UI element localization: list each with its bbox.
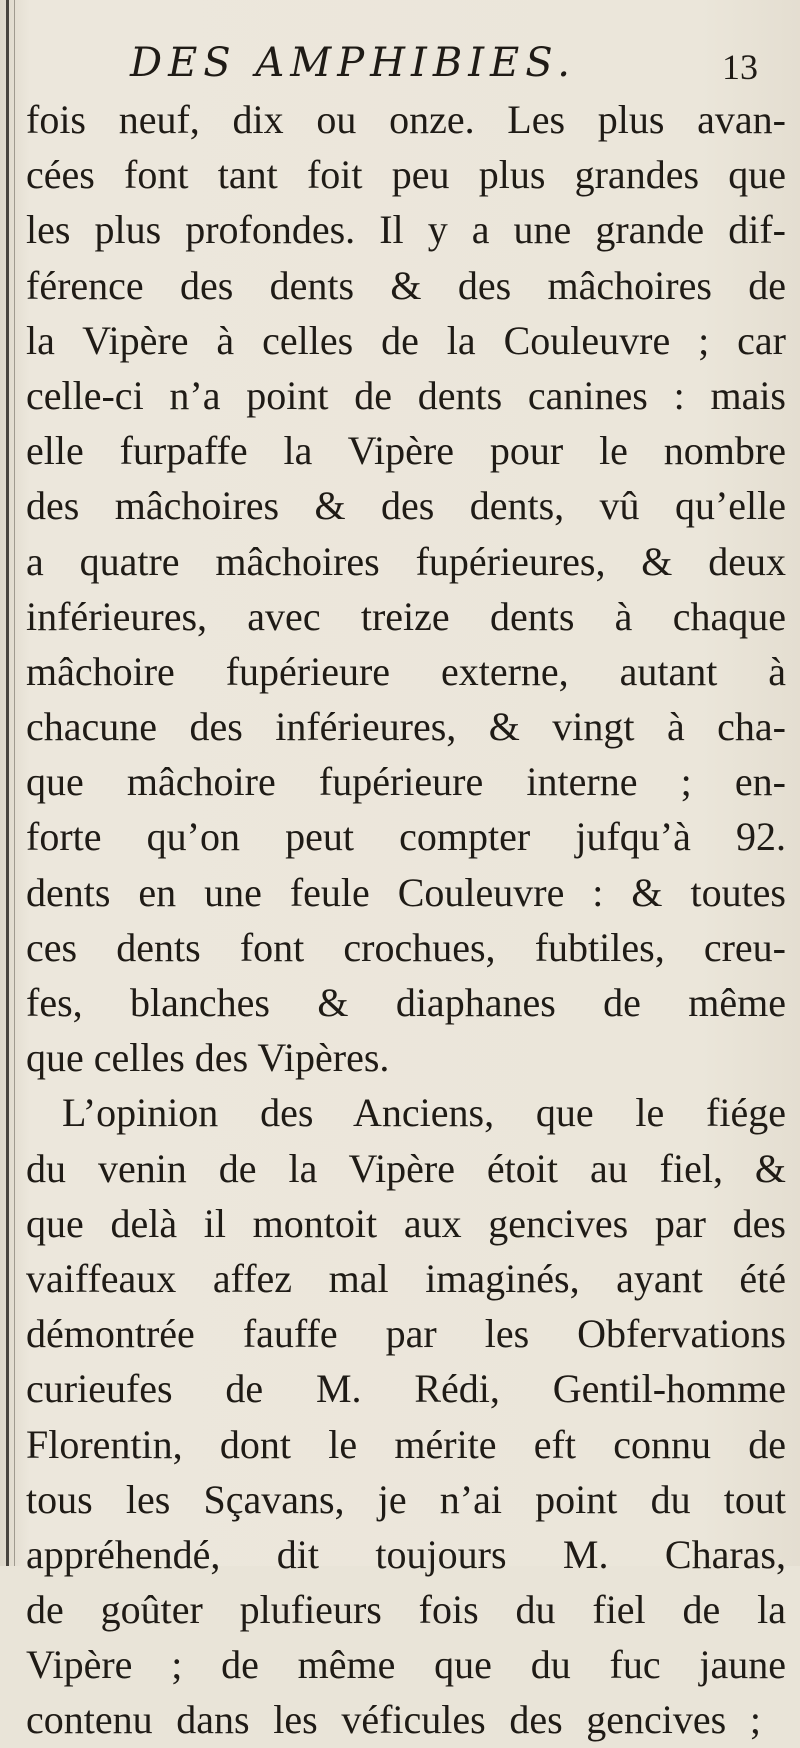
text-line: ces dents font crochues, fubtiles, creu- (26, 924, 786, 970)
text-line: L’opinion des Anciens, que le fiége (62, 1090, 786, 1136)
text-line: des mâchoires & des dents, vû qu’elle (26, 483, 786, 529)
text-line: fes, blanches & diaphanes de même (26, 980, 786, 1025)
text-line: a quatre mâchoires fupérieures, & deux (26, 538, 786, 584)
text-line: fois neuf, dix ou onze. Les plus avan- (26, 97, 786, 142)
text-line: démontrée fauffe par les Obfervations (26, 1311, 786, 1357)
page-gutter-shadow (14, 0, 15, 1566)
page-number: 13 (722, 47, 758, 87)
text-line: tous les Sçavans, je n’ai point du tout (26, 1476, 786, 1522)
text-line: cées font tant foit peu plus grandes que (26, 152, 786, 198)
text-line: contenu dans les véficules des gencives ; (26, 1697, 761, 1743)
text-line: Florentin, dont le mérite eft connu de (26, 1421, 786, 1467)
text-line: elle furpaffe la Vipère pour le nombre (26, 428, 786, 474)
text-line: celle-ci n’a point de dents canines : mais (26, 372, 786, 418)
text-line: curieufes de M. Rédi, Gentil-homme (26, 1366, 786, 1412)
text-line: appréhendé, dit toujours M. Charas, (26, 1531, 786, 1577)
text-line: chacune des inférieures, & vingt à cha- (26, 704, 786, 750)
text-line: inférieures, avec treize dents à chaque (26, 593, 786, 639)
text-line: férence des dents & des mâchoires de (26, 262, 786, 308)
text-line: mâchoire fupérieure externe, autant à (26, 648, 786, 694)
text-line: dents en une feule Couleuvre : & toutes (26, 869, 786, 915)
text-line: vaiffeaux affez mal imaginés, ayant été (26, 1255, 786, 1301)
text-line: les plus profondes. Il y a une grande dif- (26, 207, 786, 253)
text-line: que celles des Vipères. (26, 1035, 390, 1081)
text-line: la Vipère à celles de la Couleuvre ; car (26, 317, 786, 363)
text-line: de goûter plufieurs fois du fiel de la (26, 1587, 786, 1633)
text-line: que delà il montoit aux gencives par des (26, 1200, 786, 1246)
running-title: DES AMPHIBIES. (130, 40, 576, 86)
body-text (26, 92, 786, 1748)
text-line: Vipère ; de même que du fuc jaune (26, 1642, 786, 1688)
page-gutter-edge (6, 0, 9, 1566)
text-line: forte qu’on peut compter jufqu’à 92. (26, 814, 786, 860)
text-line: du venin de la Vipère étoit au fiel, & (26, 1145, 786, 1191)
text-line: que mâchoire fupérieure interne ; en- (26, 759, 786, 805)
